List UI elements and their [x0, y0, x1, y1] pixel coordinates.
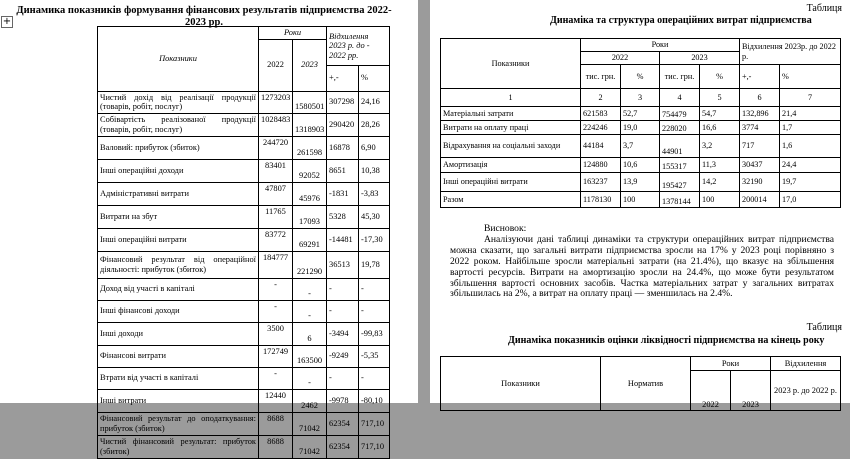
- value-2022: 8688: [259, 435, 293, 458]
- cell-c: 195427: [660, 173, 700, 192]
- row-label: Разом: [441, 192, 581, 208]
- col-num: 2: [581, 89, 621, 107]
- value-2022: 172749: [259, 345, 293, 367]
- table-row: [441, 192, 841, 208]
- row-label: Валовий: прибуток (збиток): [98, 136, 259, 159]
- r-header-deviation: Відхилення 2023р. до 2022 р.: [740, 39, 841, 65]
- cell-b: 19,0: [621, 121, 660, 135]
- deviation-pct: -3,83: [359, 182, 390, 205]
- conclusion-heading: Висновок:: [484, 223, 527, 234]
- value-2023: 1580501: [293, 91, 327, 113]
- r-header-2023: 2023: [660, 52, 740, 65]
- value-2022: 3500: [259, 322, 293, 345]
- liquidity-title: Динаміка показників оцінки ліквідності підприємства на кінець року: [508, 335, 825, 346]
- value-2023: 163500: [293, 345, 327, 367]
- col-num: 5: [700, 89, 740, 107]
- cell-d: 3,2: [700, 135, 740, 158]
- deviation-pct: 24,16: [359, 91, 390, 113]
- table-move-handle-icon[interactable]: +: [2, 16, 12, 27]
- liq-header-normative: Норматив: [601, 357, 691, 411]
- cell-d: 11,3: [700, 158, 740, 173]
- value-2022: -: [259, 278, 293, 300]
- liq-header-deviation: Відхилення: [771, 357, 841, 371]
- operating-costs-body: [441, 107, 841, 208]
- value-2023: 71042: [293, 412, 327, 435]
- table-row: [98, 300, 390, 322]
- cell-d: 14,2: [700, 173, 740, 192]
- deviation-abs: 8651: [327, 159, 359, 182]
- conclusion-text: Аналізуючи дані таблиці динаміки та структури операційних витрат підприємства можна сказати, що загальні витрати підприємства зросли на 17% у 2023 році порівняно з 2022 роком. Найбільше зросли матеріальні затрати (на 21.4%), що вказує на збільшення вартості ресурсів. Витрати на амортизацію зросли на 24.4%, що може бути результатом збільшення вартості основних засобів. Частка матеріальних затрат у загальних витратах збільшилась на 2%, а витрат на оплату праці — зменшилась на 2.4%.: [450, 233, 834, 300]
- cell-f: 1,6: [780, 135, 841, 158]
- right-page: [430, 0, 850, 409]
- row-label: Інші доходи: [98, 322, 259, 345]
- deviation-abs: -9249: [327, 345, 359, 367]
- value-2022: 47807: [259, 182, 293, 205]
- cell-f: 17,0: [780, 192, 841, 208]
- deviation-abs: -: [327, 367, 359, 389]
- cell-a: 224246: [581, 121, 621, 135]
- column-numbers-row: [441, 89, 841, 107]
- deviation-pct: -99,83: [359, 322, 390, 345]
- row-label: Адміністративні витрати: [98, 182, 259, 205]
- value-2023: 6: [293, 322, 327, 345]
- table-row: [98, 159, 390, 182]
- row-label: Втрати від участі в капіталі: [98, 367, 259, 389]
- row-label: Амортизація: [441, 158, 581, 173]
- deviation-abs: -14481: [327, 228, 359, 251]
- row-label: Фінансові витрати: [98, 345, 259, 367]
- value-2023: 69291: [293, 228, 327, 251]
- deviation-abs: -: [327, 278, 359, 300]
- left-page: [0, 0, 418, 456]
- deviation-abs: 62354: [327, 435, 359, 458]
- deviation-abs: 36513: [327, 251, 359, 278]
- deviation-pct: 19,78: [359, 251, 390, 278]
- liq-header-2023: 2023: [731, 371, 771, 411]
- deviation-pct: -17,30: [359, 228, 390, 251]
- table-row: [98, 136, 390, 159]
- header-plusminus: +,-: [327, 65, 359, 91]
- deviation-pct: -80,10: [359, 389, 390, 412]
- row-label: Відрахування на соціальні заходи: [441, 135, 581, 158]
- cell-b: 13,9: [621, 173, 660, 192]
- financial-results-body: [98, 91, 390, 458]
- liq-header-2022: 2022: [691, 371, 731, 411]
- financial-results-table: [97, 26, 390, 459]
- header-indicators: Показники: [98, 27, 259, 92]
- liq-header-indicators: Показники: [441, 357, 601, 411]
- cell-f: 21,4: [780, 107, 841, 121]
- cell-c: 754479: [660, 107, 700, 121]
- deviation-abs: -: [327, 300, 359, 322]
- col-num: 1: [441, 89, 581, 107]
- col-num: 7: [780, 89, 841, 107]
- left-table-title: Динамика показників формування фінансових результатів підприємства 2022-2023 рр.: [16, 5, 392, 28]
- cell-c: 1378144: [660, 192, 700, 208]
- table-label: Таблиця: [806, 3, 842, 14]
- deviation-pct: -5,35: [359, 345, 390, 367]
- col-num: 3: [621, 89, 660, 107]
- row-label: Фінансовий результат від операційної діяльності: прибуток (збиток): [98, 251, 259, 278]
- r-header-2022: 2022: [581, 52, 660, 65]
- table-row: [98, 228, 390, 251]
- table-row: [98, 91, 390, 113]
- table-row: [98, 345, 390, 367]
- value-2022: 1273203: [259, 91, 293, 113]
- cell-b: 100: [621, 192, 660, 208]
- table-row: [441, 107, 841, 121]
- row-label: Чистий дохід від реалізації продукції (товарів, робіт, послуг): [98, 91, 259, 113]
- col-num: 4: [660, 89, 700, 107]
- row-label: Собівартість реалізованої продукції (товарів, робіт, послуг): [98, 113, 259, 136]
- liq-header-deviation-years: 2023 р. до 2022 р.: [771, 371, 841, 411]
- table-row: [98, 322, 390, 345]
- cell-e: 30437: [740, 158, 780, 173]
- cell-a: 1178130: [581, 192, 621, 208]
- table2-label: Таблиця: [806, 322, 842, 333]
- cell-a: 124880: [581, 158, 621, 173]
- deviation-abs: -9978: [327, 389, 359, 412]
- table-row: [98, 389, 390, 412]
- row-label: Чистий фінансовий результат: прибуток (збиток): [98, 435, 259, 458]
- r-header-indicators: Показники: [441, 39, 581, 89]
- cell-a: 621583: [581, 107, 621, 121]
- deviation-abs: 290420: [327, 113, 359, 136]
- table-row: [441, 173, 841, 192]
- deviation-pct: 45,30: [359, 205, 390, 228]
- cell-a: 44184: [581, 135, 621, 158]
- deviation-pct: 717,10: [359, 435, 390, 458]
- row-label: Інші операційні витрати: [98, 228, 259, 251]
- value-2023: 2462: [293, 389, 327, 412]
- deviation-pct: -: [359, 367, 390, 389]
- value-2023: -: [293, 367, 327, 389]
- col-num: 6: [740, 89, 780, 107]
- operating-costs-title: Динаміка та структура операційних витрат підприємства: [550, 15, 812, 26]
- header-2022: 2022: [259, 39, 293, 91]
- value-2022: 8688: [259, 412, 293, 435]
- r-header-thous-2023: тис. грн.: [660, 65, 700, 89]
- conclusion: [450, 224, 834, 300]
- row-label: Інші операційні доходи: [98, 159, 259, 182]
- value-2023: -: [293, 300, 327, 322]
- cell-d: 54,7: [700, 107, 740, 121]
- cell-e: 3774: [740, 121, 780, 135]
- deviation-abs: 307298: [327, 91, 359, 113]
- liq-header-years: Роки: [691, 357, 771, 371]
- r-header-pct-2022: %: [621, 65, 660, 89]
- cell-d: 100: [700, 192, 740, 208]
- cell-c: 44901: [660, 135, 700, 158]
- table-row: [98, 278, 390, 300]
- r-header-years: Роки: [581, 39, 740, 52]
- r-header-plusminus: +,-: [740, 65, 780, 89]
- table-row: [98, 412, 390, 435]
- cell-a: 163237: [581, 173, 621, 192]
- value-2022: 244720: [259, 136, 293, 159]
- value-2022: 83401: [259, 159, 293, 182]
- row-label: Фінансовий результат до оподаткування: прибуток (збиток): [98, 412, 259, 435]
- deviation-pct: 10,38: [359, 159, 390, 182]
- operating-costs-table: [440, 38, 841, 208]
- cell-e: 132,896: [740, 107, 780, 121]
- cell-b: 10,6: [621, 158, 660, 173]
- deviation-abs: -1831: [327, 182, 359, 205]
- header-deviation: Відхилення 2023 р. до - 2022 рр.: [327, 27, 390, 66]
- deviation-abs: 62354: [327, 412, 359, 435]
- value-2023: 45976: [293, 182, 327, 205]
- header-2023: 2023: [293, 39, 327, 91]
- value-2022: 83772: [259, 228, 293, 251]
- row-label: Доход від участі в капіталі: [98, 278, 259, 300]
- deviation-pct: 717,10: [359, 412, 390, 435]
- deviation-abs: 5328: [327, 205, 359, 228]
- cell-c: 228020: [660, 121, 700, 135]
- table-row: [98, 113, 390, 136]
- value-2023: 71042: [293, 435, 327, 458]
- r-header-pct-dev: %: [780, 65, 841, 89]
- value-2022: -: [259, 300, 293, 322]
- cell-e: 200014: [740, 192, 780, 208]
- deviation-pct: 6,90: [359, 136, 390, 159]
- table-row: [441, 121, 841, 135]
- deviation-pct: -: [359, 278, 390, 300]
- table-row: [441, 135, 841, 158]
- cell-e: 717: [740, 135, 780, 158]
- table-row: [98, 205, 390, 228]
- cell-b: 52,7: [621, 107, 660, 121]
- value-2022: 12440: [259, 389, 293, 412]
- cell-f: 1,7: [780, 121, 841, 135]
- value-2023: 221290: [293, 251, 327, 278]
- row-label: Витрати на збут: [98, 205, 259, 228]
- row-label: Інші витрати: [98, 389, 259, 412]
- value-2022: 11765: [259, 205, 293, 228]
- value-2023: 261598: [293, 136, 327, 159]
- value-2022: 1028483: [259, 113, 293, 136]
- table-row: [441, 158, 841, 173]
- cell-c: 155317: [660, 158, 700, 173]
- cell-b: 3,7: [621, 135, 660, 158]
- value-2023: 92052: [293, 159, 327, 182]
- cell-f: 24,4: [780, 158, 841, 173]
- value-2023: -: [293, 278, 327, 300]
- header-years: Роки: [259, 27, 327, 40]
- liquidity-table: [440, 356, 841, 411]
- table-row: [98, 435, 390, 458]
- row-label: Матеріальні затрати: [441, 107, 581, 121]
- header-percent: %: [359, 65, 390, 91]
- deviation-pct: 28,26: [359, 113, 390, 136]
- value-2023: 1318903: [293, 113, 327, 136]
- value-2022: -: [259, 367, 293, 389]
- value-2023: 17093: [293, 205, 327, 228]
- deviation-abs: -3494: [327, 322, 359, 345]
- r-header-pct-2023: %: [700, 65, 740, 89]
- row-label: Витрати на оплату праці: [441, 121, 581, 135]
- row-label: Інші операційні витрати: [441, 173, 581, 192]
- value-2022: 184777: [259, 251, 293, 278]
- cell-f: 19,7: [780, 173, 841, 192]
- cell-d: 16,6: [700, 121, 740, 135]
- table-row: [98, 182, 390, 205]
- cell-e: 32190: [740, 173, 780, 192]
- deviation-abs: 16878: [327, 136, 359, 159]
- row-label: Інші фінансові доходи: [98, 300, 259, 322]
- table-row: [98, 367, 390, 389]
- deviation-pct: -: [359, 300, 390, 322]
- table-row: [98, 251, 390, 278]
- r-header-thous-2022: тис. грн.: [581, 65, 621, 89]
